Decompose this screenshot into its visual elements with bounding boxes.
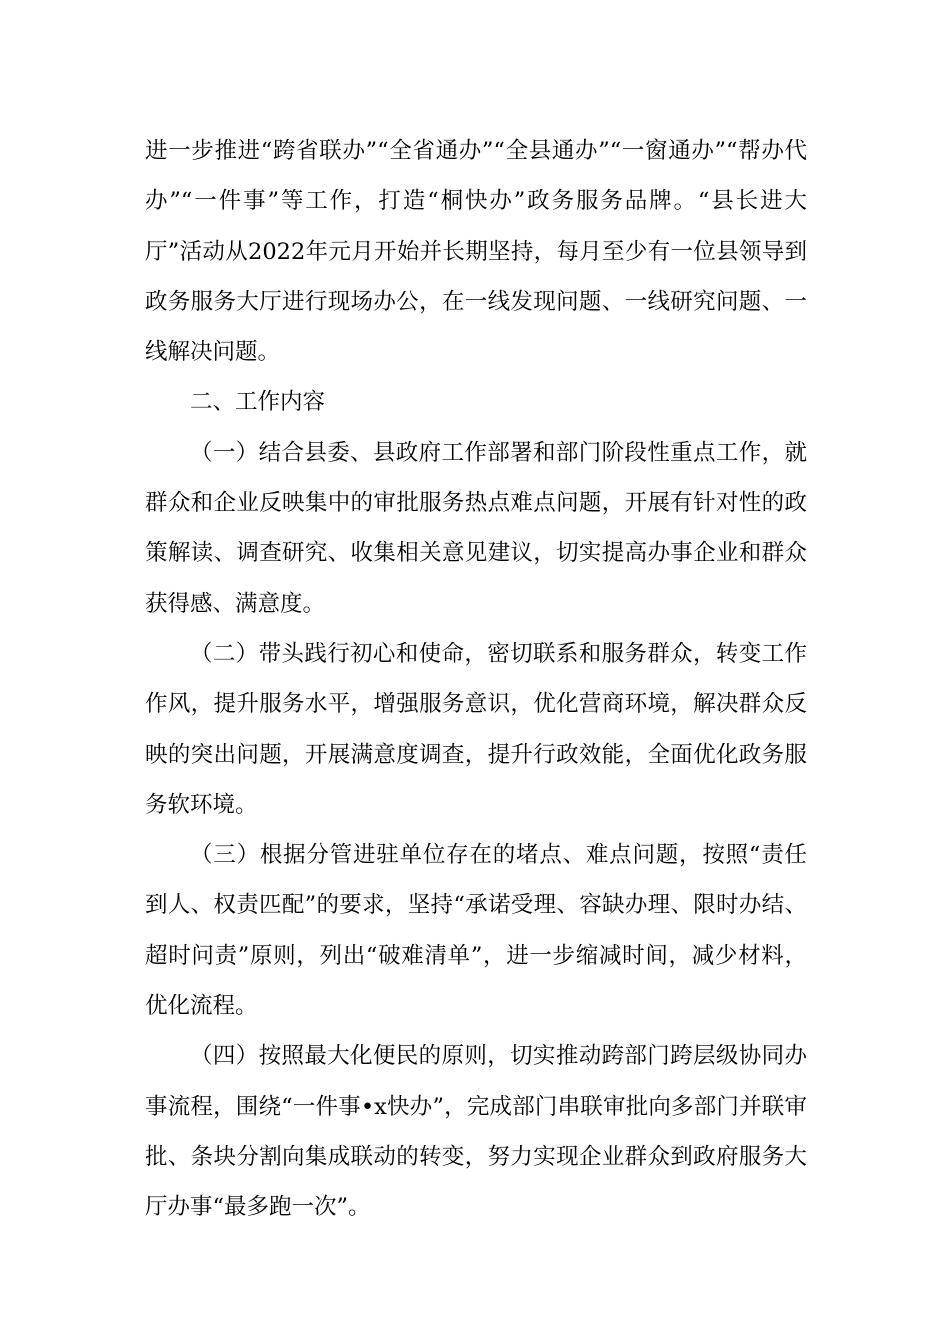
section-heading-work-content: 二、工作内容 xyxy=(190,389,326,416)
paragraph-item-1: （一）结合县委、县政府工作部署和部门阶段性重点工作，就群众和企业反映集中的审批服务热点难点问题，开展有针对性的政策解读、调查研究、收集相关意见建议，切实提高办事企业和群众获得感、满意度。 xyxy=(145,439,807,617)
document-body xyxy=(145,126,807,1233)
paragraph-item-2: （二）带头践行初心和使命，密切联系和服务群众，转变工作作风，提升服务水平，增强服务意识，优化营商环境，解决群众反映的突出问题，开展满意度调查，提升行政效能，全面优化政务服务软环境。 xyxy=(145,640,807,818)
paragraph-item-3: （三）根据分管进驻单位存在的堵点、难点问题，按照“责任到人、权责匹配”的要求，坚持“承诺受理、容缺办理、限时办结、超时问责”原则，列出“破难清单”，进一步缩减时间，减少材料，优化流程。 xyxy=(145,842,807,1020)
paragraph-item-4: （四）按照最大化便民的原则，切实推动跨部门跨层级协同办事流程，围绕“一件事•x快办”，完成部门串联审批向多部门并联审批、条块分割向集成联动的转变，努力实现企业群众到政府服务大厅办事“最多跑一次”。 xyxy=(145,1043,807,1221)
paragraph-continuation: 进一步推进“跨省联办”“全省通办”“全县通办”“一窗通办”“帮办代办”“一件事”等工作，打造“桐快办”政务服务品牌。“县长进大厅”活动从2022年元月开始并长期坚持，每月至少有一位县领导到政务服务大厅进行现场办公，在一线发现问题、一线研究问题、一线解决问题。 xyxy=(145,138,807,366)
